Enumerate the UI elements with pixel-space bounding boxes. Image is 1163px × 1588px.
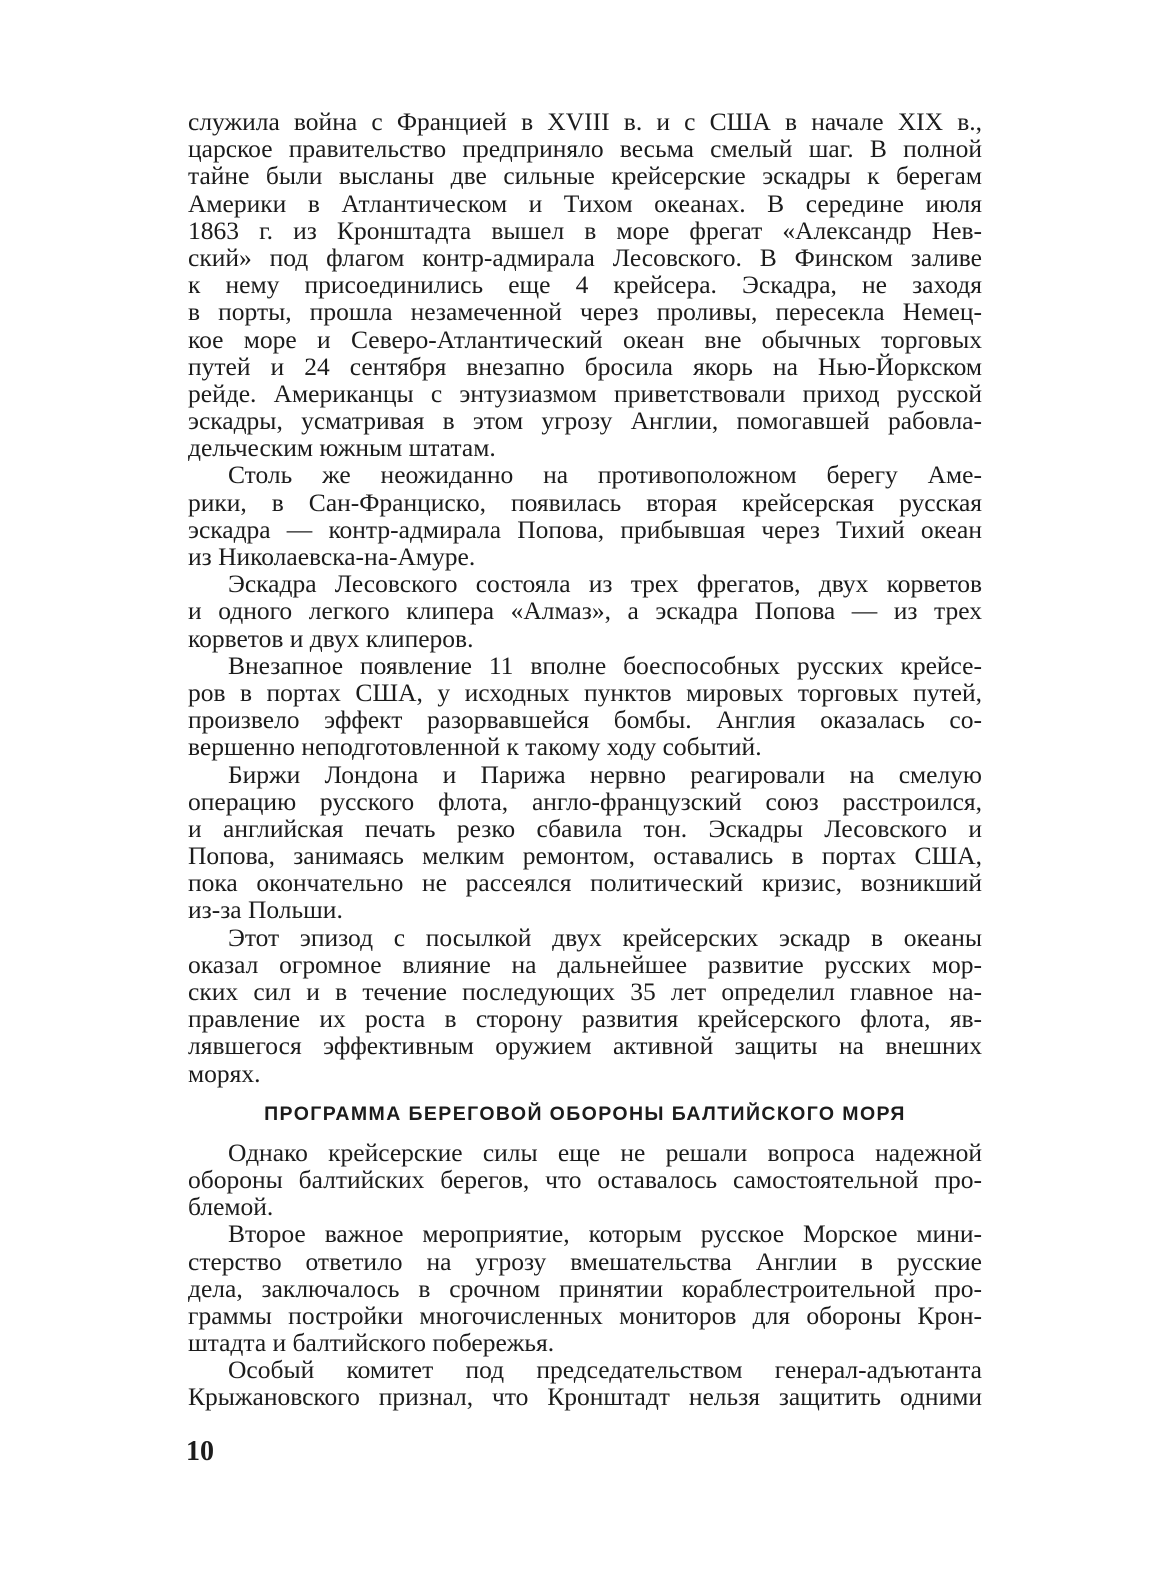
text-line: и английская печать резко сбавила тон. Эскадры Лесовского и	[188, 813, 982, 843]
text-line: Столь же неожиданно на противоположном берегу Аме-	[228, 460, 982, 490]
paragraph-3	[188, 652, 982, 761]
text-line: ров в портах США, у исходных пунктов мировых торговых путей,	[188, 677, 982, 707]
text-line: Внезапное появление 11 вполне боеспособных русских крейсе-	[228, 650, 982, 680]
paragraph-1	[188, 461, 982, 570]
text-line: штадта и балтийского побережья.	[188, 1328, 555, 1358]
paragraph-4	[188, 761, 982, 924]
paragraph-6	[188, 1139, 982, 1221]
text-line: оказал огромное влияние на дальнейшее развитие русских мор-	[188, 949, 982, 979]
paragraph-8	[188, 1356, 982, 1410]
text-line: лявшегося эффективным оружием активной защиты на внешних	[188, 1031, 982, 1061]
text-line: Особый комитет под председательством генерал-адъютанта	[228, 1355, 982, 1385]
text-line: из-за Польши.	[188, 895, 343, 925]
text-line: 1863 г. из Кронштадта вышел в море фрегат «Александр Нев-	[188, 215, 982, 245]
text-line: эскадры, усматривая в этом угрозу Англии, помогавшей рабовла-	[188, 406, 982, 436]
paragraph-2	[188, 570, 982, 652]
text-line: корветов и двух клиперов.	[188, 623, 474, 653]
text-line: из Николаевска-на-Амуре.	[188, 542, 476, 571]
text-line: рейде. Американцы с энтузиазмом приветствовали приход русской	[188, 378, 982, 408]
page-number: 10	[186, 1436, 214, 1467]
section-heading: ПРОГРАММА БЕРЕГОВОЙ ОБОРОНЫ БАЛТИЙСКОГО МОРЯ	[264, 1102, 906, 1125]
text-line: обороны балтийских берегов, что оставалось самостоятельной про-	[188, 1164, 982, 1194]
text-line: Америки в Атлантическом и Тихом океанах. В середине июля	[188, 188, 982, 218]
text-line: произвело эффект разорвавшейся бомбы. Англия оказалась со-	[188, 705, 982, 735]
text-line: стерство ответило на угрозу вмешательства Англии в русские	[188, 1246, 982, 1276]
text-line: вершенно неподготовленной к такому ходу событий.	[188, 732, 762, 762]
text-line: операцию русского флота, англо-французский союз расстроился,	[188, 786, 982, 816]
text-line: путей и 24 сентября внезапно бросила якорь на Нью-Йоркском	[188, 351, 982, 381]
paragraph-0	[188, 108, 982, 461]
text-line: дельческим южным штатам.	[188, 433, 496, 463]
text-line: морях.	[188, 1058, 261, 1088]
text-line: тайне были высланы две сильные крейсерские эскадры к берегам	[188, 161, 982, 191]
text-line: в порты, прошла незамеченной через проливы, пересекла Немец-	[188, 297, 982, 327]
paragraph-5	[188, 924, 982, 1087]
text-line: Эскадра Лесовского состояла из трех фрегатов, двух корветов	[228, 569, 982, 599]
text-line: рики, в Сан-Франциско, появилась вторая крейсерская русская	[188, 487, 982, 517]
text-line: Биржи Лондона и Парижа нервно реагировали на смелую	[228, 759, 982, 789]
text-line: и одного легкого клипера «Алмаз», а эскадра Попова — из трех	[188, 596, 982, 626]
text-line: служила война с Францией в XVIII в. и с США в начале XIX в.,	[188, 107, 982, 136]
text-line: Попова, занимаясь мелким ремонтом, оставались в портах США,	[188, 841, 982, 871]
text-line: ский» под флагом контр-адмирала Лесовского. В Финском заливе	[188, 242, 982, 272]
text-line: Этот эпизод с посылкой двух крейсерских эскадр в океаны	[228, 922, 982, 952]
page-body	[188, 108, 982, 1411]
text-line: пока окончательно не рассеялся политический кризис, возникший	[188, 868, 982, 898]
text-line: Второе важное мероприятие, которым русское Морское мини-	[228, 1219, 982, 1249]
text-line: правление их роста в сторону развития крейсерского флота, яв-	[188, 1004, 982, 1034]
text-line: Однако крейсерские силы еще не решали вопроса надежной	[228, 1137, 982, 1167]
text-line: дела, заключалось в срочном принятии кораблестроительной про-	[188, 1273, 982, 1303]
text-line: царское правительство предприняло весьма смелый шаг. В полной	[188, 134, 982, 164]
text-line: эскадра — контр-адмирала Попова, прибывшая через Тихий океан	[188, 514, 982, 544]
paragraph-7	[188, 1220, 982, 1356]
text-line: блемой.	[188, 1192, 274, 1222]
text-line: к нему присоединились еще 4 крейсера. Эскадра, не заходя	[188, 270, 982, 300]
text-line: кое море и Северо-Атлантический океан вне обычных торговых	[188, 324, 982, 354]
text-line: граммы постройки многочисленных мониторов для обороны Крон-	[188, 1300, 982, 1330]
text-line: Крыжановского признал, что Кронштадт нельзя защитить одними	[188, 1382, 982, 1412]
text-line: ских сил и в течение последующих 35 лет определил главное на-	[188, 977, 982, 1006]
